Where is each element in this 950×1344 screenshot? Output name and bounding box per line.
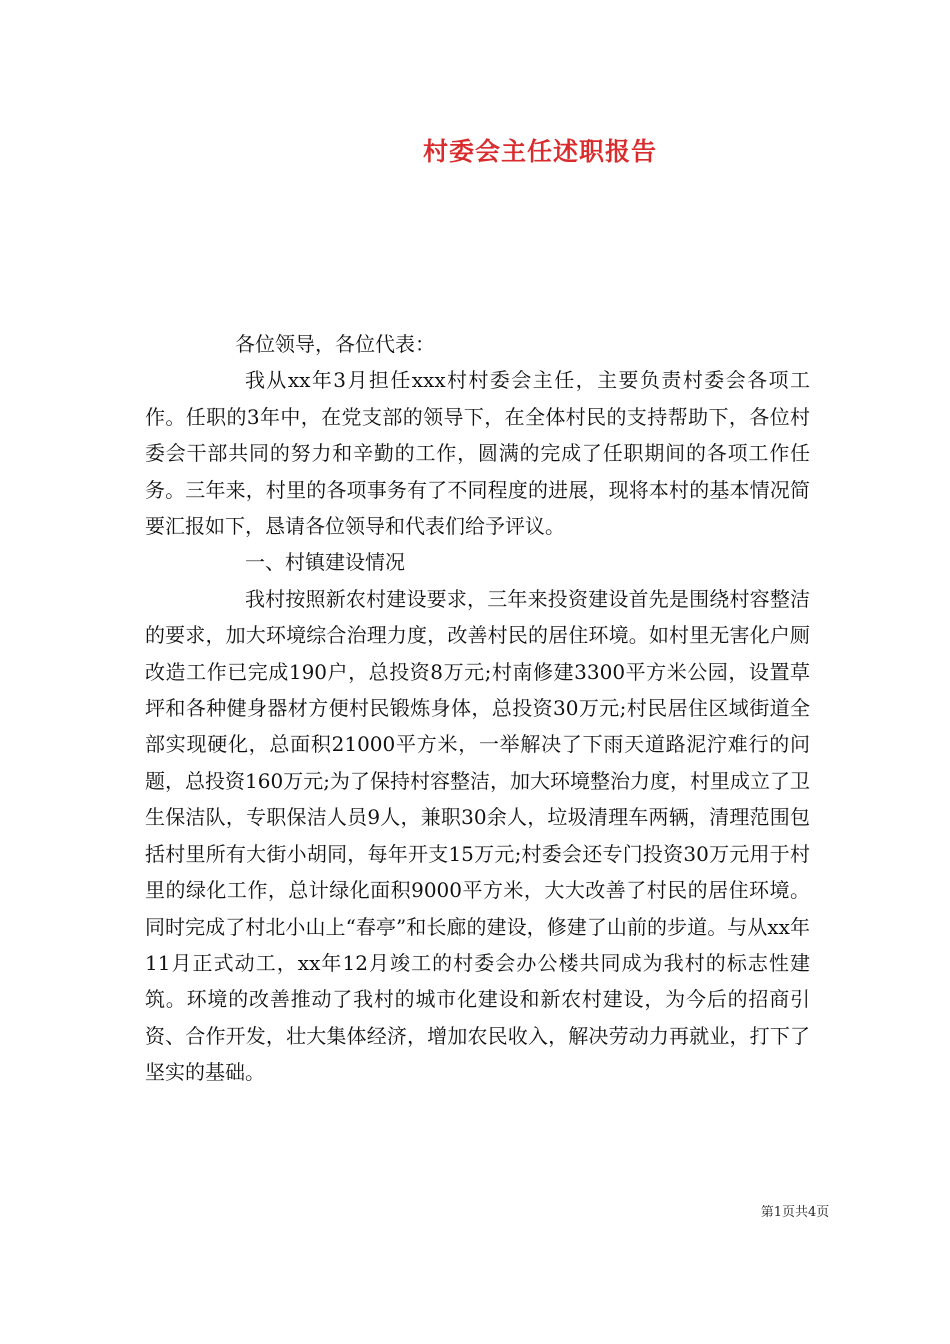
section-heading: 一、村镇建设情况 [245,550,405,575]
document-body [145,326,810,1091]
page-indicator: 第1页共4页 [760,1205,830,1220]
document-title: 村委会主任述职报告 [422,137,657,166]
intro-paragraph: 我从xx年3月担任xxx村村委会主任，主要负责村委会各项工作。任职的3年中，在党支部的领导下，在全体村民的支持帮助下，各位村委会干部共同的努力和辛勤的工作，圆满的完成了任职期间的各项工作任务。三年来，村里的各项事务有了不同程度的进展，现将本村的基本情况简要汇报如下，恳请各位领导和代表们给予评议。 [145,368,810,539]
salutation: 各位领导，各位代表： [235,332,435,356]
section-paragraph: 我村按照新农村建设要求，三年来投资建设首先是围绕村容整洁的要求，加大环境综合治理力度，改善村民的居住环境。如村里无害化户厕改造工作已完成190户，总投资8万元;村南修建3300平方米公园，设置草坪和各种健身器材方便村民锻炼身体，总投资30万元;村民居住区域街道全部实现硬化，总面积21000平方米，一举解决了下雨天道路泥泞难行的问题，总投资160万元;为了保持村容整洁，加大环境整治力度，村里成立了卫生保洁队，专职保洁人员9人，兼职30余人，垃圾清理车两辆，清理范围包括村里所有大街小胡同，每年开支15万元;村委会还专门投资30万元用于村里的绿化工作，总计绿化面积9000平方米，大大改善了村民的居住环境。同时完成了村北小山上“春亭”和长廊的建设，修建了山前的步道。与从xx年11月正式动工，xx年12月竣工的村委会办公楼共同成为我村的标志性建筑。环境的改善推动了我村的城市化建设和新农村建设，为今后的招商引资、合作开发，壮大集体经济，增加农民收入，解决劳动力再就业，打下了坚实的基础。 [145,586,810,1085]
